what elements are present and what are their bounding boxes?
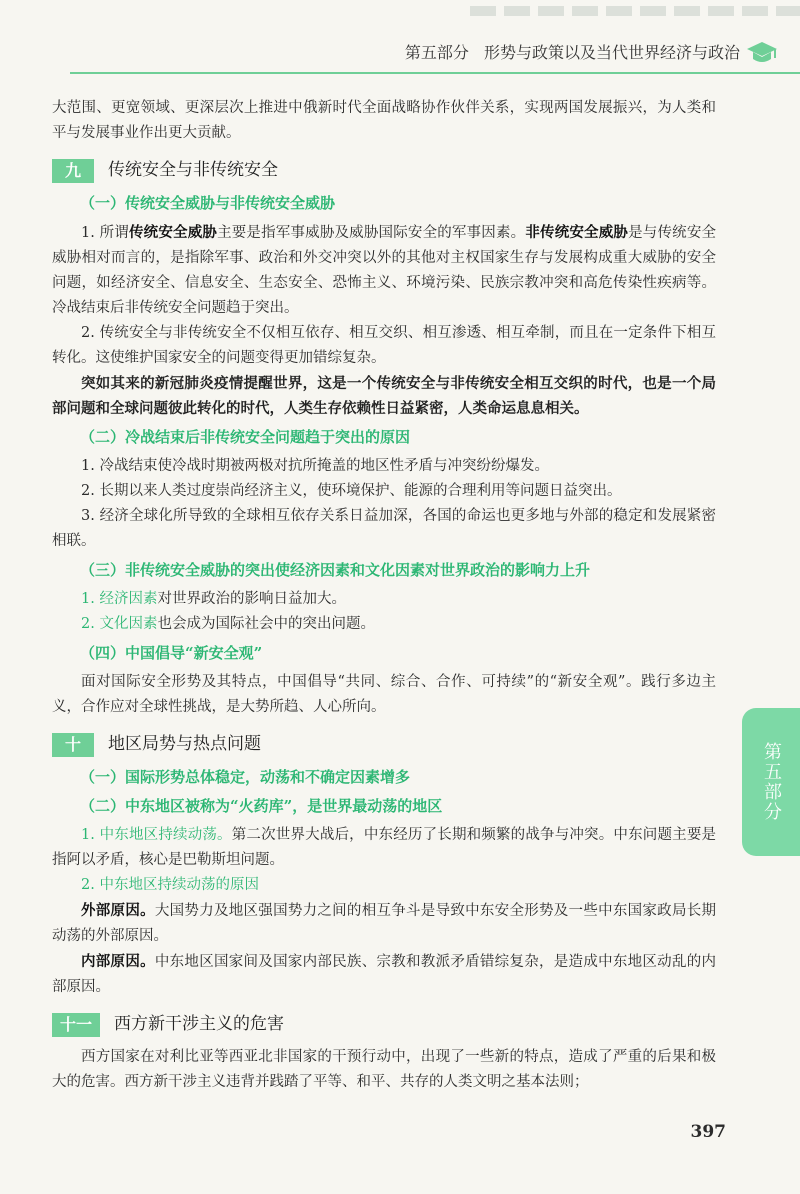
s9-p1-c: 是与传统安全威胁相对而言的，是指除军事、政治和外交冲突以外的其他对主权国家生存与发展构成重大威胁的安全问题，如经济安全、信息安全、生态安全、恐怖主义、环境污染、民族宗教冲突和高危传染性疾病等。冷战结束后非传统安全问题趋于突出。: [52, 225, 717, 316]
s10-mideast-1: [52, 823, 716, 873]
page-number: 397: [690, 1122, 726, 1142]
s9-reason-1: 1. 冷战结束使冷战时期被两极对抗所掩盖的地区性矛盾与冲突纷纷爆发。: [81, 458, 549, 474]
section-10-tag: 十: [52, 733, 94, 757]
s9-culture-text: 也会成为国际社会中的突出问题。: [157, 616, 375, 632]
s10-internal-text: 中东地区国家间及国家内部民族、宗教和教派矛盾错综复杂，是造成中东地区动乱的内部原因。: [52, 954, 717, 995]
s10-internal: [52, 949, 716, 1000]
s9-sub2: （二）冷战结束后非传统安全问题趋于突出的原因: [80, 428, 411, 446]
s9-econ-item: [52, 587, 716, 612]
s9-paragraph-2: 2. 传统安全与非传统安全不仅相互依存、相互交织、相互渗透、相互牵制，而且在一定条件下相互转化。这使维护国家安全的问题变得更加错综复杂。: [52, 325, 716, 366]
s9-paragraph-1: [52, 220, 716, 321]
section-11-heading: [52, 1012, 716, 1037]
s10-mideast-2: 2. 中东地区持续动荡的原因: [81, 877, 259, 893]
s10-sub1: （一）国际形势总体稳定，动荡和不确定因素增多: [80, 768, 411, 786]
header-title: 形势与政策以及当代世界经济与政治: [483, 43, 740, 62]
s9-paragraph-3: 突如其来的新冠肺炎疫情提醒世界，这是一个传统安全与非传统安全相互交织的时代，也是一个局部问题和全球问题彼此转化的时代，人类生存依赖性日益紧密，人类命运息息相关。: [52, 375, 716, 417]
page-body: [52, 96, 716, 1095]
s9-p1-b: 主要是指军事威胁及威胁国际安全的军事因素。: [217, 225, 526, 241]
s10-external-text: 大国势力及地区强国势力之间的相互争斗是导致中东安全形势及一些中东国家政局长期动荡的外部原因。: [52, 903, 717, 944]
s10-sub2: （二）中东地区被称为“火药库”，是世界最动荡的地区: [80, 797, 443, 815]
section-11-tag: 十一: [52, 1013, 100, 1037]
s10-external-label: 外部原因。: [81, 902, 155, 919]
s11-paragraph-1: 西方国家在对利比亚等西亚北非国家的干预行动中，出现了一些新的特点，造成了严重的后果和极大的危害。西方新干涉主义违背并践踏了平等、和平、共存的人类文明之基本法则；: [52, 1049, 716, 1090]
s10-m1-text: 第二次世界大战后，中东经历了长期和频繁的战争与冲突。中东问题主要是指阿以矛盾，核心是巴勒斯坦问题。: [52, 827, 716, 868]
s9-econ-text: 对世界政治的影响日益加大。: [157, 591, 346, 607]
s9-p1-term2: 非传统安全威胁: [525, 224, 629, 241]
part-side-tab[interactable]: 第五部分: [742, 708, 800, 856]
s9-p1-term1: 传统安全威胁: [128, 224, 218, 241]
s9-econ-label: 1. 经济因素: [81, 591, 158, 607]
intro-paragraph: 大范围、更宽领域、更深层次上推进中俄新时代全面战略协作伙伴关系，实现两国发展振兴，为人类和平与发展事业作出更大贡献。: [52, 100, 716, 141]
header-rule: [70, 72, 800, 74]
s10-m1-label: 1. 中东地区持续动荡。: [81, 827, 232, 843]
s9-paragraph-4: 面对国际安全形势及其特点，中国倡导“共同、综合、合作、可持续”的“新安全观”。践行多边主义，合作应对全球性挑战，是大势所趋、人心所向。: [52, 674, 716, 715]
section-9-tag: 九: [52, 159, 94, 183]
section-10-title: 地区局势与热点问题: [108, 734, 261, 754]
s9-sub3: （三）非传统安全威胁的突出使经济因素和文化因素对世界政治的影响力上升: [80, 561, 591, 579]
s9-reason-2: 2. 长期以来人类过度崇尚经济主义，使环境保护、能源的合理利用等问题日益突出。: [81, 483, 622, 499]
s10-external: [52, 898, 716, 949]
section-11-title: 西方新干涉主义的危害: [114, 1014, 285, 1034]
s9-reason-3: 3. 经济全球化所导致的全球相互依存关系日益加深，各国的命运也更多地与外部的稳定和发展紧密相联。: [52, 508, 716, 549]
s10-internal-label: 内部原因。: [81, 953, 155, 970]
section-9-title: 传统安全与非传统安全: [108, 160, 278, 180]
running-header: [405, 40, 740, 68]
section-9-heading: [52, 158, 716, 183]
s9-p1-a: 1. 所谓: [81, 225, 129, 241]
header-decoration: [470, 6, 800, 16]
s9-culture-item: [52, 612, 716, 637]
graduation-cap-icon: [746, 40, 778, 66]
s9-culture-label: 2. 文化因素: [81, 616, 158, 632]
header-part: 第五部分: [404, 43, 469, 62]
s9-sub4: （四）中国倡导“新安全观”: [80, 644, 263, 662]
section-10-heading: [52, 732, 716, 757]
s9-sub1: （一）传统安全威胁与非传统安全威胁: [80, 194, 336, 212]
